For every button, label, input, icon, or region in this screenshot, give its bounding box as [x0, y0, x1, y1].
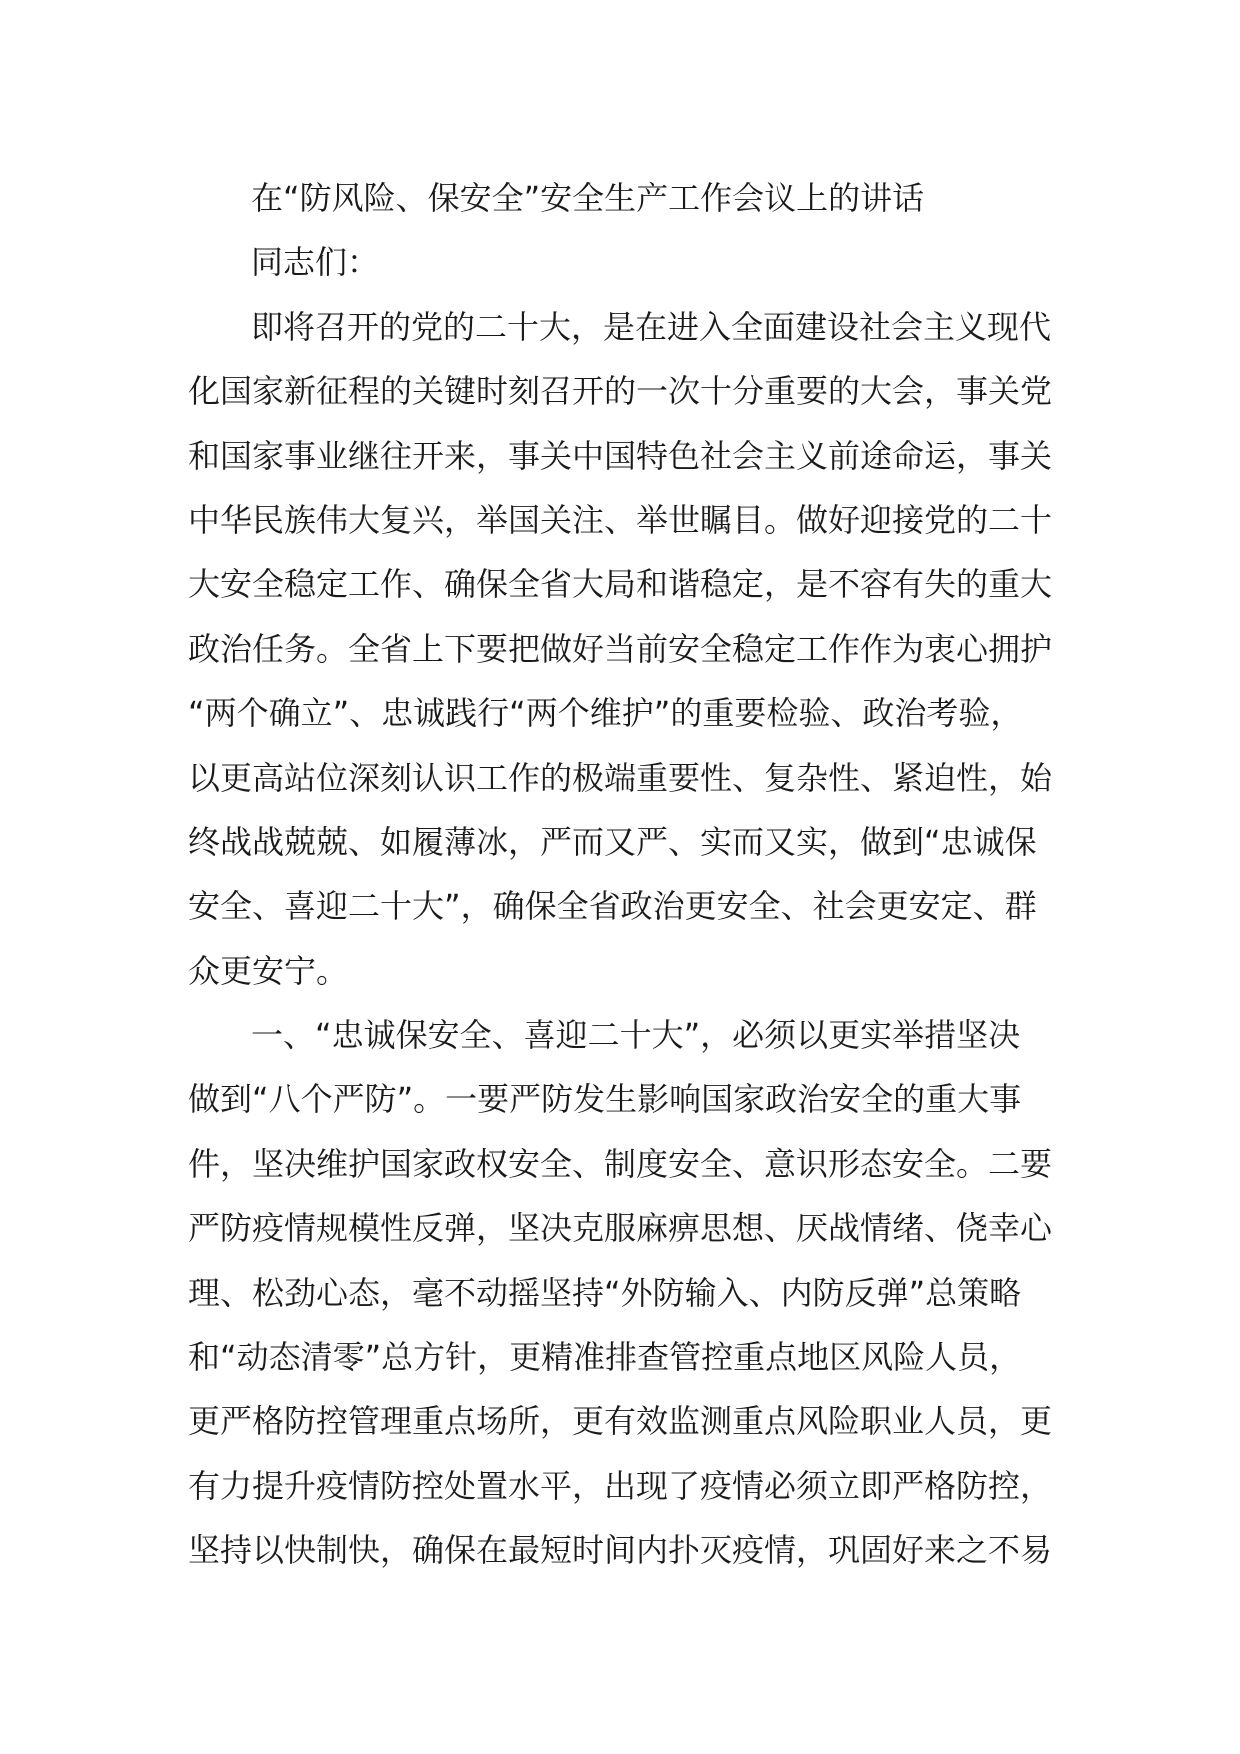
paragraph-line: 坚持以快制快，确保在最短时间内扑灭疫情，巩固好来之不易 — [188, 1531, 1053, 1570]
document-body — [188, 166, 1068, 1583]
salutation: 同志们： — [251, 243, 380, 282]
paragraph-line: 政治任务。全省上下要把做好当前安全稳定工作作为衷心拥护 — [188, 629, 1053, 668]
paragraph-line: 终战战兢兢、如履薄冰，严而又严、实而又实，做到“忠诚保 — [188, 822, 1037, 861]
paragraph-line: 理、松劲心态，毫不动摇坚持“外防输入、内防反弹”总策略 — [188, 1273, 1022, 1312]
paragraph-line: 安全、喜迎二十大”，确保全省政治更安全、社会更安定、群 — [188, 887, 1037, 926]
paragraph-line: 和“动态清零”总方针，更精准排查管控重点地区风险人员， — [188, 1338, 1022, 1377]
document-title: 在“防风险、保安全”安全生产工作会议上的讲话 — [251, 179, 925, 217]
paragraph-line: 大安全稳定工作、确保全省大局和谐稳定，是不容有失的重大 — [188, 565, 1053, 604]
paragraph-line: 更严格防控管理重点场所，更有效监测重点风险职业人员，更 — [188, 1402, 1053, 1441]
paragraph-line: “两个确立”、忠诚践行“两个维护”的重要检验、政治考验， — [188, 694, 1023, 733]
paragraph-line: 和国家事业继往开来，事关中国特色社会主义前途命运，事关 — [188, 436, 1053, 475]
paragraph-line: 以更高站位深刻认识工作的极端重要性、复杂性、紧迫性，始 — [188, 758, 1053, 797]
paragraph-line: 件，坚决维护国家政权安全、制度安全、意识形态安全。二要 — [188, 1144, 1053, 1183]
paragraph-line: 中华民族伟大复兴，举国关注、举世瞩目。做好迎接党的二十 — [188, 500, 1053, 539]
paragraph-line: 众更安宁。 — [188, 951, 349, 990]
paragraph-line: 做到“八个严防”。一要严防发生影响国家政治安全的重大事 — [188, 1080, 1022, 1119]
paragraph-line: 有力提升疫情防控处置水平，出现了疫情必须立即严格防控， — [188, 1466, 1053, 1505]
paragraph-line: 化国家新征程的关键时刻召开的一次十分重要的大会，事关党 — [188, 372, 1053, 411]
paragraph-line: 严防疫情规模性反弹，坚决克服麻痹思想、厌战情绪、侥幸心 — [188, 1209, 1053, 1248]
paragraph-line: 一、“忠诚保安全、喜迎二十大”，必须以更实举措坚决 — [251, 1016, 1021, 1055]
paragraph-line: 即将召开的党的二十大，是在进入全面建设社会主义现代 — [251, 307, 1052, 346]
